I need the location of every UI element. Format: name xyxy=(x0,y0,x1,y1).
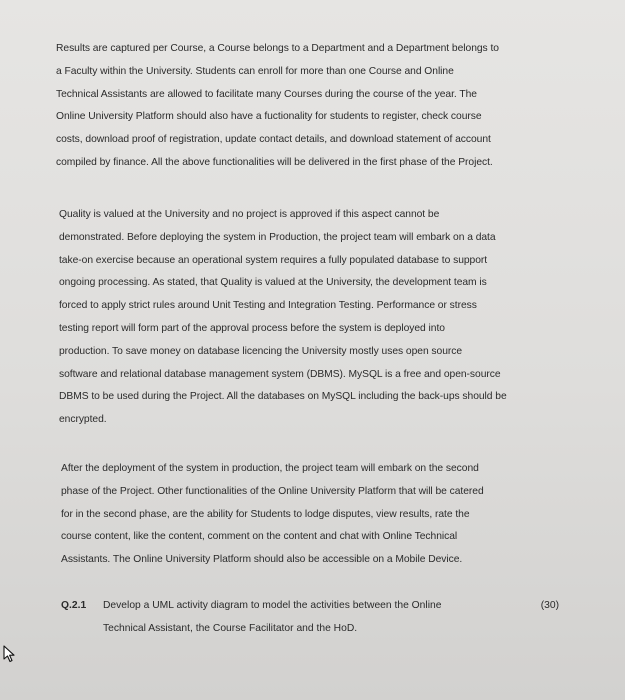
text-line: Online University Platform should also have a fuctionality for students to register, check course xyxy=(56,111,482,123)
text-line: course content, like the content, comment on the content and chat with Online Technical xyxy=(61,531,458,543)
text-line: Results are captured per Course, a Course belongs to a Department and a Department belongs to xyxy=(56,43,499,54)
question-number: Q.2.1 xyxy=(61,600,87,611)
text-line: Develop a UML activity diagram to model the activities between the Online xyxy=(103,600,442,611)
text-line: After the deployment of the system in production, the project team will embark on the second xyxy=(61,463,479,474)
text-line: for in the second phase, are the ability for Students to lodge disputes, view results, rate the xyxy=(61,508,470,520)
text-line: software and relational database management system (DBMS). MySQL is a free and open-source xyxy=(59,368,501,380)
text-line: take-on exercise because an operational system requires a fully populated database to support xyxy=(59,254,488,266)
text-line: Quality is valued at the University and no project is approved if this aspect cannot be xyxy=(59,209,440,220)
question-marks: (30) xyxy=(540,600,559,611)
text-line: phase of the Project. Other functionalities of the Online University Platform that will be catered xyxy=(61,485,484,497)
paragraph-course-structure xyxy=(56,38,499,175)
question-text xyxy=(103,595,441,640)
text-line: costs, download proof of registration, update contact details, and download statement of account xyxy=(56,134,491,146)
text-line: Technical Assistants are allowed to facilitate many Courses during the course of the year. The xyxy=(56,88,477,100)
paragraph-quality xyxy=(59,204,507,432)
text-line: encrypted. xyxy=(59,414,107,426)
text-line: testing report will form part of the approval process before the system is deployed into xyxy=(59,322,445,334)
text-line: DBMS to be used during the Project. All the databases on MySQL including the back-ups should be xyxy=(59,391,507,403)
text-line: forced to apply strict rules around Unit Testing and Integration Testing. Performance or stress xyxy=(59,300,477,312)
text-line: Assistants. The Online University Platform should also be accessible on a Mobile Device. xyxy=(61,554,463,566)
text-line: compiled by finance. All the above functionalities will be delivered in the first phase of the Project. xyxy=(56,156,493,168)
paragraph-second-phase xyxy=(61,458,484,572)
text-line: production. To save money on database licencing the University mostly uses open source xyxy=(59,345,463,357)
text-line: Technical Assistant, the Course Facilitator and the HoD. xyxy=(103,622,358,634)
text-line: a Faculty within the University. Students can enroll for more than one Course and Online xyxy=(56,65,454,77)
text-line: demonstrated. Before deploying the system in Production, the project team will embark on a data xyxy=(59,231,496,243)
mouse-pointer-icon xyxy=(2,645,18,663)
text-line: ongoing processing. As stated, that Quality is valued at the University, the development team is xyxy=(59,277,487,289)
